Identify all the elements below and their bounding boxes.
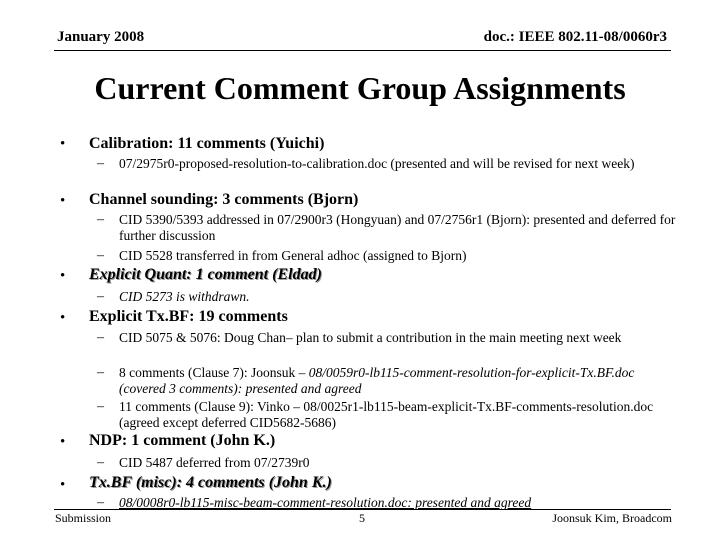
dash-glyph: – xyxy=(97,455,104,470)
header-date: January 2008 xyxy=(57,29,145,45)
sub-explicit-txbf-2-italic: 08/0059r0-lb115-comment-resolution-for-explicit-Tx.BF.doc (covered 3 comments): presented and agreed xyxy=(119,365,635,396)
sub-explicit-txbf-2-prefix: 8 comments (Clause 7): Joonsuk – xyxy=(119,365,309,380)
sub-explicit-txbf-2 xyxy=(119,365,679,397)
sub-explicit-txbf-3: 11 comments (Clause 9): Vinko – 08/0025r1-lb115-beam-explicit-Tx.BF-comments-resolution.doc (agreed except deferred CID5682-5686) xyxy=(119,399,654,430)
sub-ndp-1: CID 5487 deferred from 07/2739r0 xyxy=(119,455,310,470)
dash-glyph: – xyxy=(97,330,104,345)
sub-txbf-misc-1: 08/0008r0-lb115-misc-beam-comment-resolution.doc: presented and agreed xyxy=(119,495,532,510)
bullet-glyph: • xyxy=(60,193,66,209)
bullet-glyph: • xyxy=(60,310,66,326)
footer-submission: Submission xyxy=(55,511,112,525)
dash-glyph: – xyxy=(97,399,104,414)
bullet-ndp: NDP: 1 comment (John K.) xyxy=(89,432,276,449)
bullet-calibration: Calibration: 11 comments (Yuichi) xyxy=(89,135,325,152)
bullet-glyph: • xyxy=(60,268,66,284)
sub-explicit-quant-1: CID 5273 is withdrawn. xyxy=(119,289,250,304)
bullet-glyph: • xyxy=(60,434,66,450)
bullet-txbf-misc: Tx.BF (misc): 4 comments (John K.) xyxy=(89,474,332,491)
sub-calibration-1: 07/2975r0-proposed-resolution-to-calibration.doc (presented and will be revised for next week) xyxy=(119,156,635,171)
sub-channel-sounding-1: CID 5390/5393 addressed in 07/2900r3 (Hongyuan) and 07/2756r1 (Bjorn): presented and deferred for further discussion xyxy=(119,212,676,243)
bullet-explicit-txbf: Explicit Tx.BF: 19 comments xyxy=(89,308,288,325)
header-doc-id: doc.: IEEE 802.11-08/0060r3 xyxy=(483,29,667,45)
dash-glyph: – xyxy=(97,212,104,227)
dash-glyph: – xyxy=(97,289,104,304)
footer-page-number: 5 xyxy=(359,511,365,525)
footer-author: Joonsuk Kim, Broadcom xyxy=(552,511,672,525)
sub-explicit-txbf-1: CID 5075 & 5076: Doug Chan– plan to submit a contribution in the main meeting next week xyxy=(119,330,622,345)
bullet-glyph: • xyxy=(60,477,66,493)
slide-title: Current Comment Group Assignments xyxy=(94,70,626,106)
dash-glyph: – xyxy=(97,365,104,380)
footer-rule xyxy=(54,509,671,510)
bullet-explicit-quant: Explicit Quant: 1 comment (Eldad) xyxy=(89,266,322,283)
dash-glyph: – xyxy=(97,156,104,171)
bullet-glyph: • xyxy=(60,136,66,152)
dash-glyph: – xyxy=(97,495,104,510)
sub-channel-sounding-2: CID 5528 transferred in from General adhoc (assigned to Bjorn) xyxy=(119,248,467,263)
dash-glyph: – xyxy=(97,248,104,263)
bullet-channel-sounding: Channel sounding: 3 comments (Bjorn) xyxy=(89,191,359,208)
header-rule xyxy=(54,50,671,51)
